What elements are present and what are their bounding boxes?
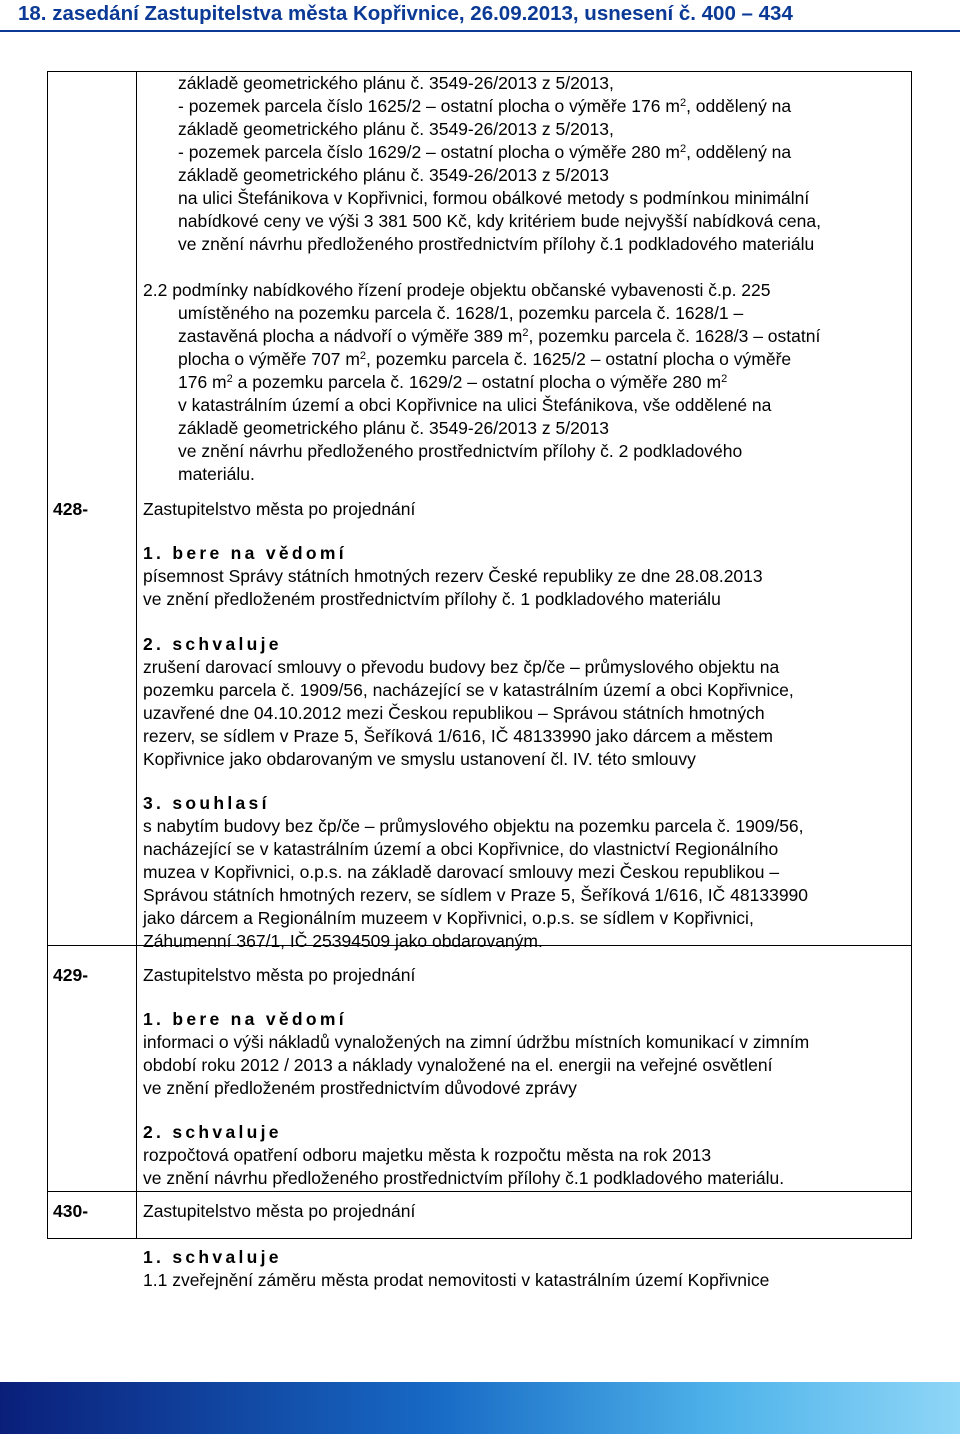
text-line: období roku 2012 / 2013 a náklady vynaložené na el. energii na veřejné osvětlení [143,1055,773,1075]
text-line: nabídkové ceny ve výši 3 381 500 Kč, kdy kritériem bude nejvyšší nabídková cena, [178,211,821,231]
resolution-intro: Zastupitelstvo města po projednání [143,965,416,985]
text-line: základě geometrického plánu č. 3549-26/2013 z 5/2013, [178,73,614,93]
text-line: zrušení darovací smlouvy o převodu budovy bez čp/če – průmyslového objektu na [143,657,780,677]
text-line: ve znění návrhu předloženého prostřednictvím přílohy č.1 podkladového materiálu [178,234,815,254]
text-line: základě geometrického plánu č. 3549-26/2013 z 5/2013 [178,165,609,185]
text-line: Správou státních hmotných rezerv, se sídlem v Praze 5, Šeříková 1/616, IČ 48133990 [143,885,809,905]
text-line: - pozemek parcela číslo 1629/2 – ostatní plocha o výměře 280 $m^2$, oddělený na [178,142,792,162]
text-line: nacházející se v katastrálním území a obci Kopřivnice, do vlastnictví Regionálního [143,839,779,859]
text-line: muzea v Kopřivnici, o.p.s. na základě darovací smlouvy mezi Českou republikou – [143,862,780,882]
resolution-intro: Zastupitelstvo města po projednání [143,1201,416,1221]
section-heading: 1. schvaluje [143,1247,282,1267]
text-line: rozpočtová opatření odboru majetku města k rozpočtu města na rok 2013 [143,1145,712,1165]
text-line: zastavěná plocha a nádvoří o výměře 389 $m^2$, pozemku parcela č. 1628/3 – ostatní [178,326,821,346]
text-line: - pozemek parcela číslo 1625/2 – ostatní plocha o výměře 176 $m^2$, oddělený na [178,96,792,116]
page-title: 18. zasedání Zastupitelstva města Kopřivnice, 26.09.2013, usnesení č. 400 – 434 [18,2,793,25]
text-line: na ulici Štefánikova v Kopřivnici, formou obálkové metody s podmínkou minimální [178,188,810,208]
text-line: 1.1 zveřejnění záměru města prodat nemovitosti v katastrálním území Kopřivnice [143,1270,770,1290]
header-rule [0,30,960,32]
text-line: jako dárcem a Regionálním muzeem v Kopřivnici, o.p.s. se sídlem v Kopřivnici, [143,908,754,928]
text-line: základě geometrického plánu č. 3549-26/2013 z 5/2013, [178,119,614,139]
section-heading: 1. bere na vědomí [143,1009,347,1029]
section-heading: 1. bere na vědomí [143,543,347,563]
text-line: 2.2 podmínky nabídkového řízení prodeje objektu občanské vybavenosti č.p. 225 [143,280,771,300]
text-line: písemnost Správy státních hmotných rezerv České republiky ze dne 28.08.2013 [143,566,763,586]
text-line: v katastrálním území a obci Kopřivnice na ulici Štefánikova, vše oddělené na [178,395,772,415]
text-line: ve znění předloženém prostřednictvím přílohy č. 1 podkladového materiálu [143,589,721,609]
text-line: plocha o výměře 707 $m^2$, pozemku parcela č. 1625/2 – ostatní plocha o výměře [178,349,792,369]
footer-bar [0,1382,960,1434]
resolution-number: 430- [53,1201,89,1221]
resolution-number: 428- [53,499,89,519]
row-divider-429-430 [47,1191,912,1192]
section-heading: 2. schvaluje [143,1122,282,1142]
text-line: rezerv, se sídlem v Praze 5, Šeříková 1/616, IČ 48133990 jako dárcem a městem [143,726,773,746]
text-line: informaci o výši nákladů vynaložených na zimní údržbu místních komunikací v zimním [143,1032,810,1052]
resolution-number: 429- [53,965,89,985]
text-line: materiálu. [178,464,255,484]
text-line: uzavřené dne 04.10.2012 mezi Českou republikou – Správou státních hmotných [143,703,765,723]
text-line: pozemku parcela č. 1909/56, nacházející se v katastrálním území a obci Kopřivnice, [143,680,794,700]
text-line: základě geometrického plánu č. 3549-26/2013 z 5/2013 [178,418,609,438]
text-line: 176 $m^2$ a pozemku parcela č. 1629/2 – ostatní plocha o výměře 280 $m^2$ [178,372,728,392]
page-header [0,0,960,32]
text-line: ve znění návrhu předloženého prostřednictvím přílohy č.1 podkladového materiálu. [143,1168,785,1188]
text-line: Záhumenní 367/1, IČ 25394509 jako obdarovaným. [143,931,543,951]
text-line: umístěného na pozemku parcela č. 1628/1, pozemku parcela č. 1628/1 – [178,303,744,323]
section-heading: 2. schvaluje [143,634,282,654]
resolution-intro: Zastupitelstvo města po projednání [143,499,416,519]
text-line: s nabytím budovy bez čp/če – průmyslového objektu na pozemku parcela č. 1909/56, [143,816,804,836]
text-line: ve znění předloženém prostřednictvím důvodové zprávy [143,1078,577,1098]
text-line: ve znění návrhu předloženého prostřednictvím přílohy č. 2 podkladového [178,441,743,461]
section-heading: 3. souhlasí [143,793,270,813]
text-line: Kopřivnice jako obdarovaným ve smyslu ustanovení čl. IV. této smlouvy [143,749,696,769]
column-divider [136,71,137,1239]
